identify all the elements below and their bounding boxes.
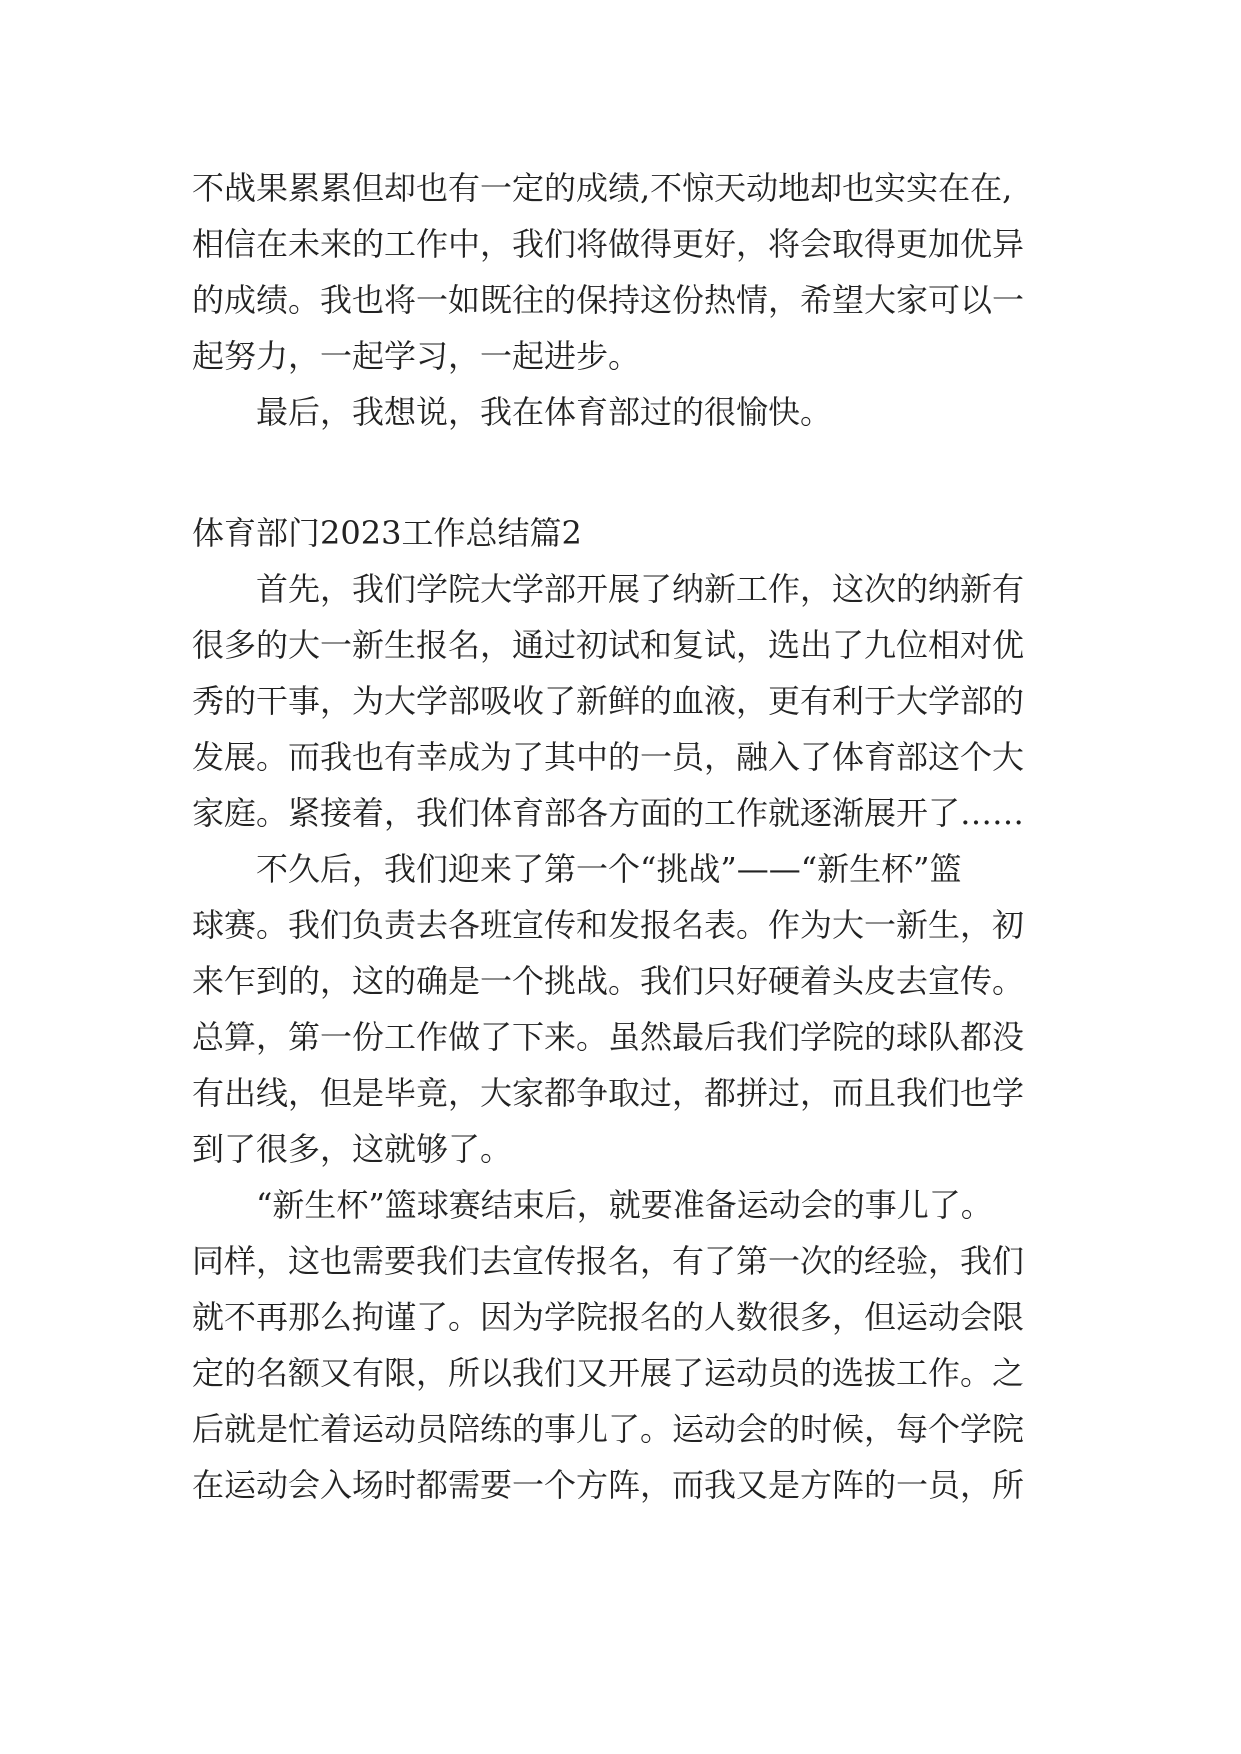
paragraph-line: 有出线，但是毕竟，大家都争取过，都拼过，而且我们也学 — [192, 1074, 1025, 1112]
paragraph-line: 不久后，我们迎来了第一个“挑战”——“新生杯”篮 — [256, 850, 962, 888]
paragraph — [192, 841, 1092, 1177]
top-section — [192, 160, 1092, 440]
paragraph — [192, 561, 1092, 841]
paragraph-line: 相信在未来的工作中，我们将做得更好，将会取得更加优异 — [192, 225, 1025, 263]
paragraph-line: 发展。而我也有幸成为了其中的一员，融入了体育部这个大 — [192, 738, 1025, 776]
section-heading-block — [192, 505, 1092, 561]
paragraph-line: 很多的大一新生报名，通过初试和复试，选出了九位相对优 — [192, 626, 1025, 664]
paragraph — [192, 1177, 1092, 1513]
section-heading: 体育部门2023工作总结篇2 — [192, 514, 582, 552]
paragraph-line: 在运动会入场时都需要一个方阵，而我又是方阵的一员，所 — [192, 1466, 1025, 1504]
closing-line: 最后，我想说，我在体育部过的很愉快。 — [256, 393, 833, 431]
paragraph-line: 同样，这也需要我们去宣传报名，有了第一次的经验，我们 — [192, 1242, 1025, 1280]
paragraph-line: 来乍到的，这的确是一个挑战。我们只好硬着头皮去宣传。 — [192, 962, 1025, 1000]
paragraph-line: 后就是忙着运动员陪练的事儿了。运动会的时候，每个学院 — [192, 1410, 1025, 1448]
paragraph-line: 的成绩。我也将一如既往的保持这份热情，希望大家可以一 — [192, 281, 1025, 319]
paragraph-line: 球赛。我们负责去各班宣传和发报名表。作为大一新生，初 — [192, 906, 1025, 944]
paragraph-line: 秀的干事，为大学部吸收了新鲜的血液，更有利于大学部的 — [192, 682, 1025, 720]
paragraph-line: 首先，我们学院大学部开展了纳新工作，这次的纳新有 — [256, 570, 1025, 608]
paragraph-line: 起努力，一起学习，一起进步。 — [192, 337, 641, 375]
paragraph-line: 就不再那么拘谨了。因为学院报名的人数很多，但运动会限 — [192, 1298, 1025, 1336]
paragraph-line: 到了很多，这就够了。 — [192, 1130, 513, 1168]
body-section — [192, 561, 1092, 1513]
paragraph-line: 定的名额又有限，所以我们又开展了运动员的选拔工作。之 — [192, 1354, 1025, 1392]
paragraph-line: 家庭。紧接着，我们体育部各方面的工作就逐渐展开了…… — [192, 794, 1025, 832]
paragraph-line: “新生杯”篮球赛结束后，就要准备运动会的事儿了。 — [256, 1186, 993, 1224]
paragraph-line: 不战果累累但却也有一定的成绩,不惊天动地却也实实在在, — [192, 169, 1013, 207]
paragraph-line: 总算，第一份工作做了下来。虽然最后我们学院的球队都没 — [192, 1018, 1025, 1056]
